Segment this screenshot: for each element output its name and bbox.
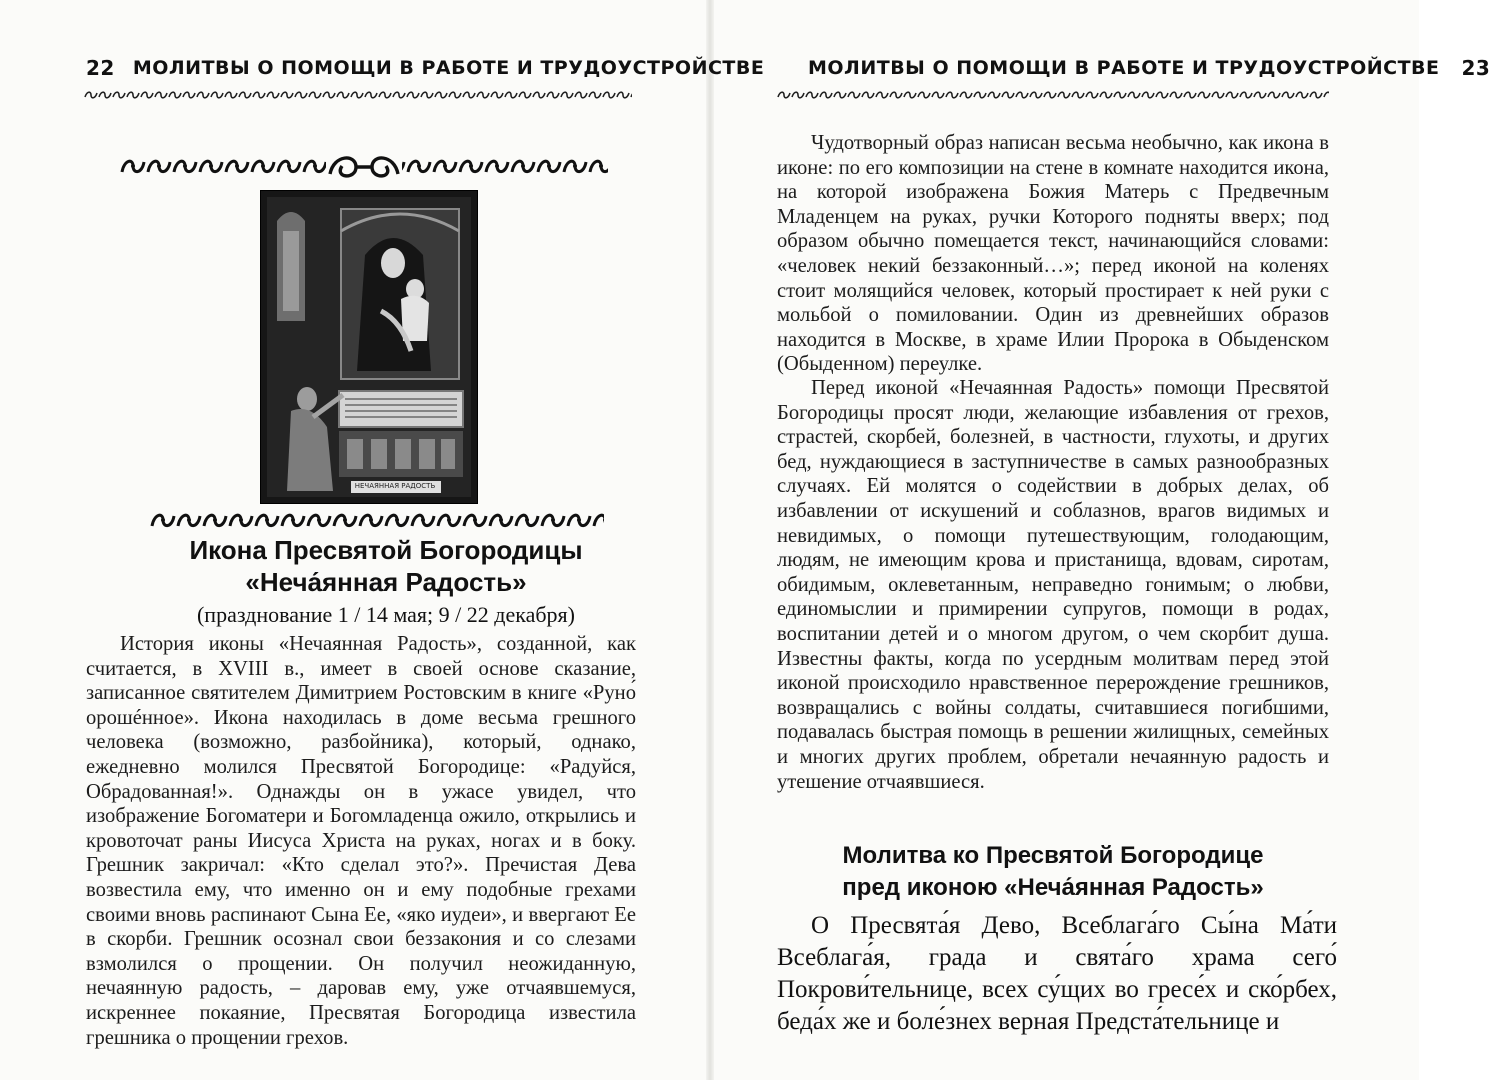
celebration-dates: (празднование 1 / 14 мая; 9 / 22 декабря) (196, 602, 575, 627)
history-text: История иконы «Нечаянная Радость», созданной, как считается, в XVIII в., имеет в своей основе сказание, записанное святителем Димитрием Ростовским в книге «Руно́ орошéнное». Икона находилась в доме весьма грешного человека (возможно, разбойника), который, однако, ежедневно молился Пресвятой Богородице: «Радуйся, Обрадованная!». Однажды он в ужасе увидел, что изображение Богоматери и Богомладенца ожило, открылись и кровоточат раны Иисуса Христа на руках, ногах и в боку. Грешник закричал: «Кто сделал это?». Пречистая Дева возвестила ему, что именно он и ему подобные грехами своими вновь распинают Сына Ее, «яко иудеи», и ввергают Ее в скорби. Грешник осознал свои беззакония и со слезами взмолился о прощении. Он получил неожиданную, нечаянную радость, – даровав ему, уже отчаявшемуся, искреннее покаяние, Пресвятая Богородица известила грешника о прощении грехов. (86, 633, 636, 1049)
right-running-header (808, 54, 1490, 82)
left-header-ornament (84, 88, 632, 102)
icon-caption: НЕЧАЯННАЯ РАДОСТЬ (354, 482, 436, 490)
right-page (711, 0, 1490, 1080)
icon-illustration (260, 190, 478, 504)
left-running-header (86, 54, 764, 82)
intercession-text: Перед иконой «Нечаянная Радость» помощи Пресвятой Богородицы просят люди, желающие избавления от грехов, страстей, скорбей, болезней, в частности, глухоты, и других бед, нуждающиеся в заступничестве в самых разнообразных случаях. Ей молятся о содействии в добрых делах, об избавлении от искушений и соблазнов, врагов видимых и невидимых, о помощи путешествующим, голодающим, людям, не имеющим крова и пристанища, вдовам, сиротам, обидимым, оклеветанным, неправедно гонимым; о любви, единомыслии и примирении супругов, помощи в родах, воспитании детей и о многом другом, о чем скорбит душа. Известны факты, когда по усердным молитвам перед этой иконой происходило нравственное перерождение грешников, возвращались с войны солдаты, считавшиеся погибшими, подавалась быстрая помощь в решении жилищных, семейных и многих других проблем, обретали нечаянную радость и утешение отчаявшиеся. (777, 377, 1329, 793)
prayer-text: О Пресвята́я Дево, Всеблага́го Сы́на Ма́ти Всеблага́я, града и свята́го храма сего́ Покрови́тельнице, всех су́щих во гресе́х и ско́рбех, беда́х же и боле́знех верная Предста́тельнице и (777, 912, 1337, 1035)
intercession-paragraph (777, 376, 1329, 794)
icon-title-line1: Икона Пресвятой Богородицы (189, 535, 583, 565)
icon-title-line2: «Неча́янная Радость» (245, 567, 527, 597)
right-running-head-title: МОЛИТВЫ О ПОМОЩИ В РАБОТЕ И ТРУДОУСТРОЙСТВЕ (808, 57, 1440, 79)
icon-title-block (96, 534, 676, 630)
right-page-number: 23 (1461, 56, 1490, 80)
left-running-head-title: МОЛИТВЫ О ПОМОЩИ В РАБОТЕ И ТРУДОУСТРОЙСТВЕ (132, 57, 765, 79)
icon-description-paragraph (777, 131, 1329, 377)
top-ornament-band (120, 152, 608, 182)
prayer-body (777, 910, 1337, 1038)
right-header-ornament (777, 88, 1329, 102)
prayer-title-line2: пред иконою «Неча́янная Радость» (842, 874, 1264, 901)
prayer-title (777, 840, 1329, 904)
left-page-number: 22 (86, 56, 115, 80)
history-paragraph (86, 632, 636, 1050)
description-text: Чудотворный образ написан весьма необычно, как икона в иконе: по его композиции на стене в комнате находится икона, на которой изображена Божия Матерь с Предвечным Младенцем на руках, ручки Которого подняты вверх; под образом обычно помещается текст, начинающийся словами: «человек некий беззаконный…»; перед иконой на коленях стоит молящийся человек, который простирает к ней руки с мольбой о помиловании. Один из древнейших образов находится в Москве, в храме Илии Пророка в Обыденском (Обыденном) переулке. (777, 132, 1329, 376)
bottom-ornament-band (150, 506, 604, 536)
prayer-title-line1: Молитва ко Пресвятой Богородице (842, 842, 1264, 869)
